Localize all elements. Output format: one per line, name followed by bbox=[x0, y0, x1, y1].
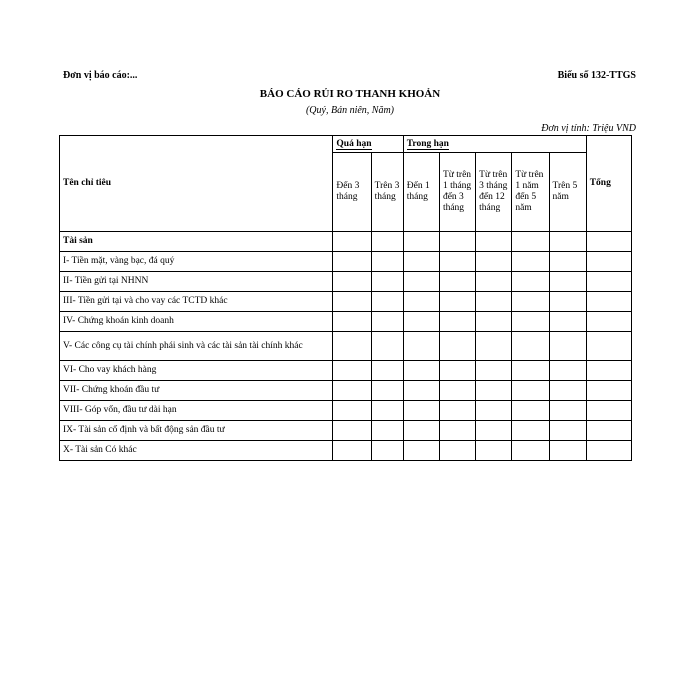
table-header-row bbox=[60, 136, 632, 153]
value-cell bbox=[476, 421, 512, 441]
value-cell bbox=[586, 381, 631, 401]
value-cell bbox=[333, 401, 371, 421]
value-cell bbox=[403, 361, 439, 381]
value-cell bbox=[371, 312, 403, 332]
table-row bbox=[60, 421, 632, 441]
value-cell bbox=[549, 401, 586, 421]
value-cell bbox=[586, 272, 631, 292]
value-cell bbox=[512, 272, 549, 292]
value-cell bbox=[439, 401, 475, 421]
value-cell bbox=[333, 292, 371, 312]
value-cell bbox=[371, 272, 403, 292]
overdue-group-header: Quá hạn bbox=[333, 136, 403, 153]
value-cell bbox=[586, 292, 631, 312]
value-cell bbox=[403, 272, 439, 292]
value-cell bbox=[549, 421, 586, 441]
value-cell bbox=[333, 421, 371, 441]
table-row bbox=[60, 401, 632, 421]
value-cell bbox=[512, 232, 549, 252]
table-body bbox=[60, 232, 632, 461]
value-cell bbox=[439, 441, 475, 461]
value-cell bbox=[371, 292, 403, 312]
value-cell bbox=[476, 332, 512, 361]
value-cell bbox=[549, 252, 586, 272]
report-title: BÁO CÁO RỦI RO THANH KHOẢN bbox=[259, 88, 441, 100]
value-cell bbox=[439, 332, 475, 361]
total-header: Tổng bbox=[586, 136, 631, 232]
value-cell bbox=[371, 252, 403, 272]
value-cell bbox=[403, 381, 439, 401]
value-cell bbox=[371, 332, 403, 361]
value-cell bbox=[476, 441, 512, 461]
form-number: Biểu số 132-TTGS bbox=[557, 70, 636, 81]
value-cell bbox=[476, 401, 512, 421]
row-label: V- Các công cụ tài chính phái sinh và các tài sản tài chính khác bbox=[60, 332, 333, 361]
current-group-header: Trong hạn bbox=[403, 136, 586, 153]
table-row bbox=[60, 361, 632, 381]
value-cell bbox=[403, 421, 439, 441]
value-cell bbox=[403, 252, 439, 272]
value-cell bbox=[549, 232, 586, 252]
indicator-name-header: Tên chỉ tiêu bbox=[60, 136, 333, 232]
value-cell bbox=[586, 361, 631, 381]
value-cell bbox=[403, 332, 439, 361]
value-cell bbox=[403, 401, 439, 421]
value-cell bbox=[549, 441, 586, 461]
value-cell bbox=[512, 361, 549, 381]
value-cell bbox=[586, 252, 631, 272]
report-period: (Quý, Bán niên, Năm) bbox=[305, 105, 395, 116]
table-row bbox=[60, 332, 632, 361]
value-cell bbox=[333, 381, 371, 401]
row-label: VIII- Góp vốn, đầu tư dài hạn bbox=[60, 401, 333, 421]
row-label: I- Tiền mặt, vàng bạc, đá quý bbox=[60, 252, 333, 272]
value-cell bbox=[476, 232, 512, 252]
table-row bbox=[60, 312, 632, 332]
subheader-cell: Từ trên 3 tháng đến 12 tháng bbox=[476, 153, 512, 232]
value-cell bbox=[549, 312, 586, 332]
table-row bbox=[60, 441, 632, 461]
row-label: X- Tài sản Có khác bbox=[60, 441, 333, 461]
value-cell bbox=[403, 232, 439, 252]
row-label: VII- Chứng khoán đầu tư bbox=[60, 381, 333, 401]
value-cell bbox=[333, 272, 371, 292]
value-cell bbox=[371, 232, 403, 252]
row-label: IV- Chứng khoán kinh doanh bbox=[60, 312, 333, 332]
value-cell bbox=[439, 361, 475, 381]
value-cell bbox=[512, 421, 549, 441]
value-cell bbox=[439, 232, 475, 252]
row-label: IX- Tài sản cố định và bất động sản đầu tư bbox=[60, 421, 333, 441]
value-cell bbox=[371, 361, 403, 381]
value-cell bbox=[549, 381, 586, 401]
value-cell bbox=[403, 292, 439, 312]
table-row bbox=[60, 232, 632, 252]
currency-unit: Đơn vị tính: Triệu VND bbox=[541, 123, 636, 134]
row-label: II- Tiền gửi tại NHNN bbox=[60, 272, 333, 292]
value-cell bbox=[512, 252, 549, 272]
value-cell bbox=[333, 441, 371, 461]
subheader-cell: Từ trên 1 tháng đến 3 tháng bbox=[439, 153, 475, 232]
value-cell bbox=[439, 292, 475, 312]
value-cell bbox=[512, 381, 549, 401]
value-cell bbox=[439, 421, 475, 441]
value-cell bbox=[549, 292, 586, 312]
value-cell bbox=[549, 332, 586, 361]
row-label: Tài sản bbox=[60, 232, 333, 252]
value-cell bbox=[549, 361, 586, 381]
row-label: III- Tiền gửi tại và cho vay các TCTD khác bbox=[60, 292, 333, 312]
value-cell bbox=[333, 312, 371, 332]
liquidity-risk-table bbox=[59, 135, 632, 461]
value-cell bbox=[512, 401, 549, 421]
value-cell bbox=[549, 272, 586, 292]
value-cell bbox=[476, 312, 512, 332]
value-cell bbox=[512, 441, 549, 461]
subheader-cell: Trên 5 năm bbox=[549, 153, 586, 232]
value-cell bbox=[333, 252, 371, 272]
value-cell bbox=[586, 312, 631, 332]
subheader-cell: Từ trên 1 năm đến 5 năm bbox=[512, 153, 549, 232]
table-row bbox=[60, 272, 632, 292]
value-cell bbox=[476, 292, 512, 312]
row-label: VI- Cho vay khách hàng bbox=[60, 361, 333, 381]
value-cell bbox=[586, 232, 631, 252]
value-cell bbox=[403, 441, 439, 461]
value-cell bbox=[586, 441, 631, 461]
value-cell bbox=[333, 361, 371, 381]
value-cell bbox=[403, 312, 439, 332]
subheader-cell: Đến 3 tháng bbox=[333, 153, 371, 232]
table-row bbox=[60, 381, 632, 401]
reporting-unit-label: Đơn vị báo cáo:... bbox=[63, 70, 138, 81]
value-cell bbox=[333, 232, 371, 252]
value-cell bbox=[439, 312, 475, 332]
value-cell bbox=[512, 292, 549, 312]
value-cell bbox=[512, 332, 549, 361]
value-cell bbox=[586, 332, 631, 361]
value-cell bbox=[371, 381, 403, 401]
value-cell bbox=[476, 272, 512, 292]
value-cell bbox=[371, 421, 403, 441]
table-row bbox=[60, 252, 632, 272]
value-cell bbox=[439, 381, 475, 401]
value-cell bbox=[439, 272, 475, 292]
value-cell bbox=[476, 252, 512, 272]
value-cell bbox=[439, 252, 475, 272]
subheader-cell: Trên 3 tháng bbox=[371, 153, 403, 232]
value-cell bbox=[371, 401, 403, 421]
table-row bbox=[60, 292, 632, 312]
value-cell bbox=[586, 421, 631, 441]
subheader-cell: Đến 1 tháng bbox=[403, 153, 439, 232]
value-cell bbox=[476, 361, 512, 381]
value-cell bbox=[476, 381, 512, 401]
value-cell bbox=[333, 332, 371, 361]
value-cell bbox=[586, 401, 631, 421]
value-cell bbox=[371, 441, 403, 461]
value-cell bbox=[512, 312, 549, 332]
